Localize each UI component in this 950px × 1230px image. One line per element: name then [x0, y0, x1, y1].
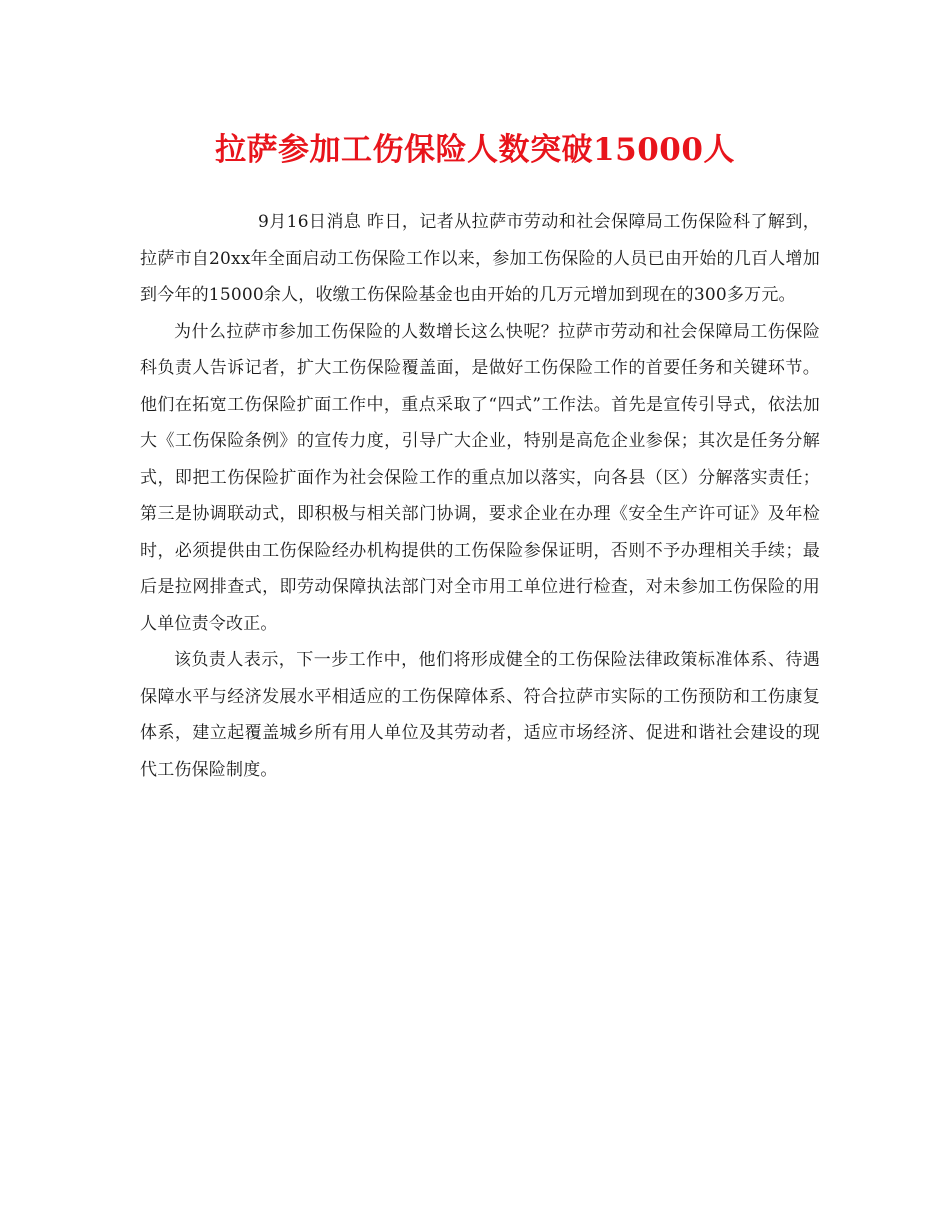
paragraph-2: 为什么拉萨市参加工伤保险的人数增长这么快呢？拉萨市劳动和社会保障局工伤保险科负责人告诉记者，扩大工伤保险覆盖面，是做好工伤保险工作的首要任务和关键环节。他们在拓宽工伤保险扩面工作中，重点采取了“四式”工作法。首先是宣传引导式，依法加大《工伤保险条例》的宣传力度，引导广大企业，特别是高危企业参保；其次是任务分解式，即把工伤保险扩面作为社会保险工作的重点加以落实，向各县（区）分解落实责任；第三是协调联动式，即积极与相关部门协调，要求企业在办理《安全生产许可证》及年检时，必须提供由工伤保险经办机构提供的工伤保险参保证明，否则不予办理相关手续；最后是拉网排查式，即劳动保障执法部门对全市用工单位进行检查，对未参加工伤保险的用人单位责令改正。 — [140, 321, 820, 634]
paragraph-1: 9月16日消息 昨日，记者从拉萨市劳动和社会保障局工伤保险科了解到，拉萨市自20xx年全面启动工伤保险工作以来，参加工伤保险的人员已由开始的几百人增加到今年的15000余人，收缴工伤保险基金也由开始的几万元增加到现在的300多万元。 — [140, 212, 820, 305]
document-body — [140, 204, 820, 788]
document-title: 拉萨参加工伤保险人数突破15000人 — [215, 132, 735, 168]
paragraph-3: 该负责人表示，下一步工作中，他们将形成健全的工伤保险法律政策标准体系、待遇保障水平与经济发展水平相适应的工伤保障体系、符合拉萨市实际的工伤预防和工伤康复体系，建立起覆盖城乡所有用人单位及其劳动者，适应市场经济、促进和谐社会建设的现代工伤保险制度。 — [140, 650, 820, 780]
